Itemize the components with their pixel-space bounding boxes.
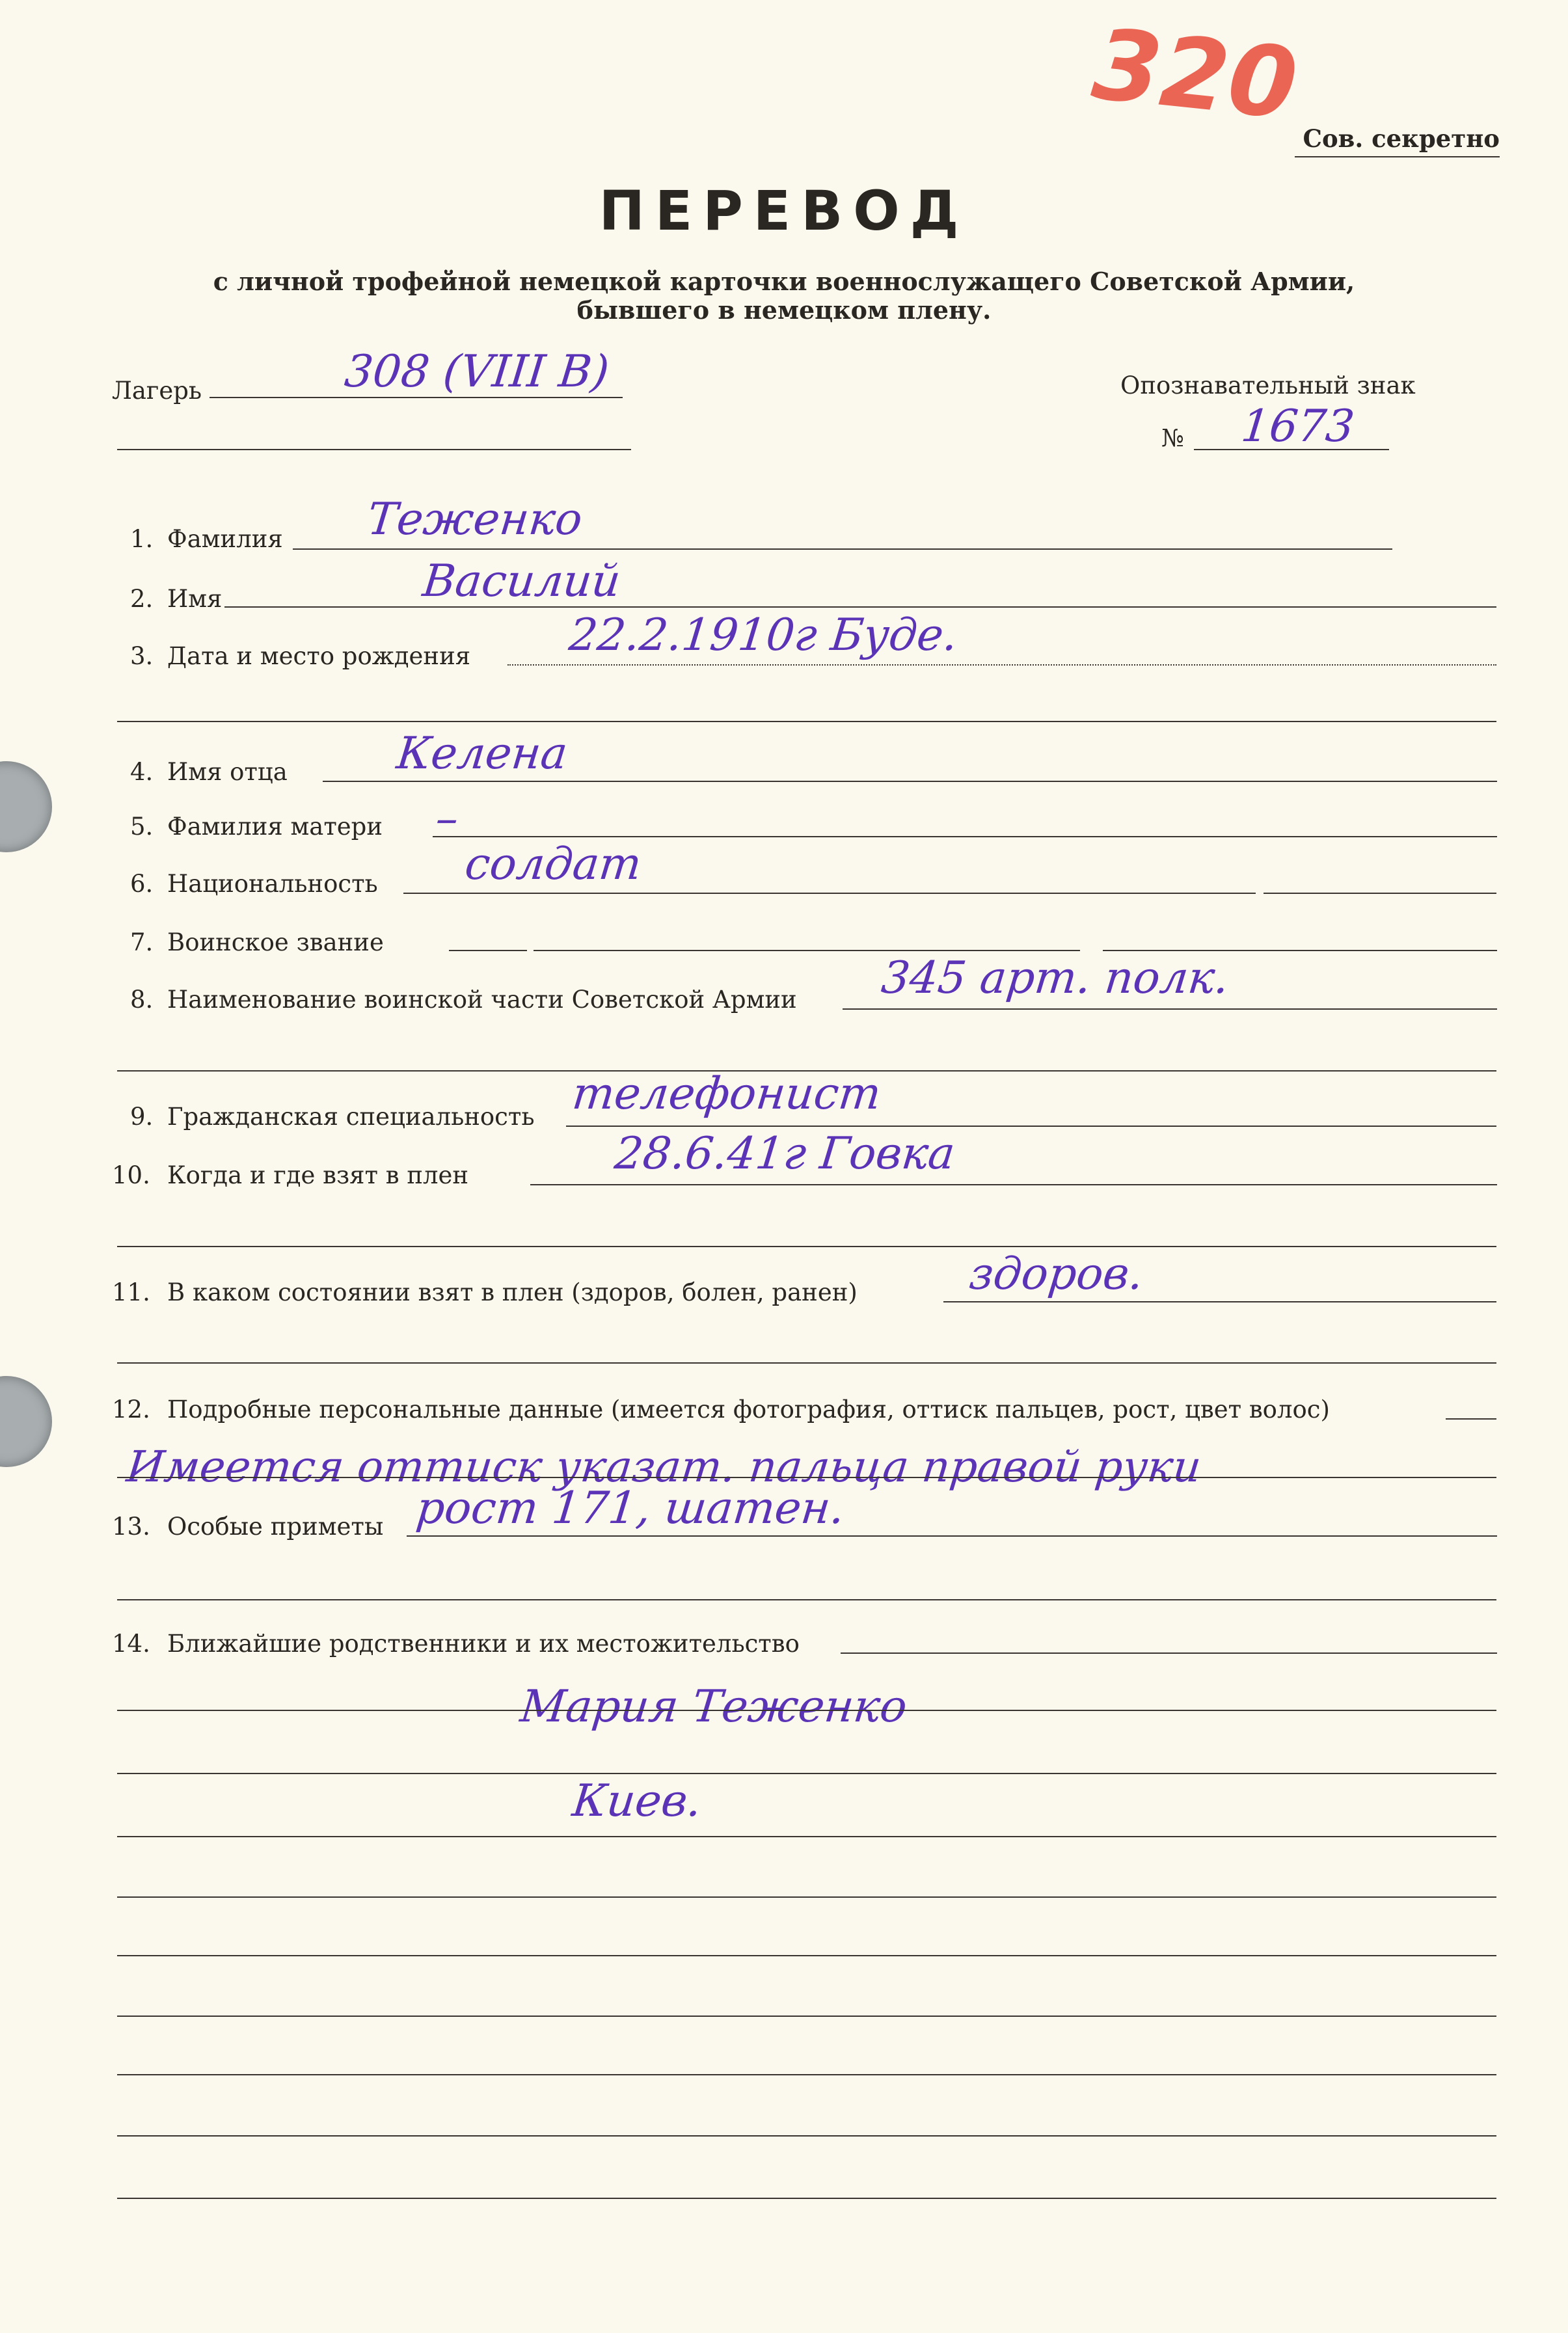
field-2-line xyxy=(224,606,1496,608)
field-7-line-b xyxy=(534,950,1080,951)
field-4-line xyxy=(323,781,1497,782)
field-1-line xyxy=(293,548,1392,550)
field-6-line xyxy=(403,893,1256,894)
field-8-label: Наименование воинской части Советской Армии xyxy=(167,986,797,1014)
field-3-second-line xyxy=(117,721,1496,722)
field-2-value: Василий xyxy=(420,556,623,607)
field-13-line xyxy=(407,1535,1497,1537)
field-1-label: Фамилия xyxy=(167,525,283,553)
field-10-label: Когда и где взят в плен xyxy=(167,1161,469,1189)
field-2-label: Имя xyxy=(167,585,223,613)
field-12-line xyxy=(1446,1418,1496,1420)
document-title: ПЕРЕВОД xyxy=(599,179,969,243)
subtitle-line-2: бывшего в немецком плену. xyxy=(576,295,992,325)
relatives-city: Киев. xyxy=(569,1775,705,1827)
field-9-number: 9. xyxy=(130,1103,154,1131)
field-11-second-line xyxy=(117,1362,1496,1364)
relatives-line-5 xyxy=(117,1955,1496,1956)
field-5-line xyxy=(433,836,1497,837)
field-13-label: Особые приметы xyxy=(167,1513,384,1541)
camp-value: 308 (VIII B) xyxy=(342,346,612,398)
field-1-value: Теженко xyxy=(364,494,585,545)
field-14-label: Ближайшие родственники и их местожительство xyxy=(167,1630,800,1658)
relatives-name: Мария Теженко xyxy=(517,1681,910,1733)
subtitle-line-1: с личной трофейной немецкой карточки военнослужащего Советской Армии, xyxy=(213,267,1355,296)
field-7-line-a xyxy=(449,950,527,951)
field-13-value: рост 171, шатен. xyxy=(413,1483,847,1534)
field-9-value: телефонист xyxy=(569,1068,884,1120)
field-5-label: Фамилия матери xyxy=(167,813,383,841)
relatives-line-9 xyxy=(117,2198,1496,2199)
field-6-label: Национальность xyxy=(167,870,378,898)
field-2-number: 2. xyxy=(130,585,154,613)
field-9-line xyxy=(566,1126,1496,1127)
archive-number-stamp: 320 xyxy=(1087,8,1303,142)
field-5-value: – xyxy=(433,793,461,844)
field-7-line-c xyxy=(1103,950,1497,951)
field-10-second-line xyxy=(117,1246,1496,1247)
field-4-label: Имя отца xyxy=(167,758,288,786)
field-4-number: 4. xyxy=(130,758,154,786)
field-12-number: 12. xyxy=(112,1396,150,1423)
field-12-second-line xyxy=(117,1477,1496,1478)
camp-second-line xyxy=(117,449,631,450)
relatives-line-3 xyxy=(117,1836,1496,1837)
field-14-number: 14. xyxy=(112,1630,150,1658)
field-13-number: 13. xyxy=(112,1513,150,1541)
field-11-number: 11. xyxy=(112,1278,150,1306)
field-12-label: Подробные персональные данные (имеется фотография, оттиск пальцев, рост, цвет волос) xyxy=(167,1396,1330,1423)
field-7-label: Воинское звание xyxy=(167,928,384,956)
relatives-line-8 xyxy=(117,2135,1496,2137)
field-3-line xyxy=(507,664,1496,666)
relatives-line-1 xyxy=(117,1710,1496,1711)
classification-underline xyxy=(1295,156,1500,157)
field-7-number: 7. xyxy=(130,928,154,956)
id-mark-label: Опознавательный знак xyxy=(1120,371,1416,399)
field-11-label: В каком состоянии взят в плен (здоров, болен, ранен) xyxy=(167,1278,858,1306)
field-13-second-line xyxy=(117,1599,1496,1600)
classification-label: Сов. секретно xyxy=(1303,124,1500,153)
field-8-line xyxy=(843,1008,1497,1010)
field-3-number: 3. xyxy=(130,642,154,670)
field-6-line-end xyxy=(1264,893,1496,894)
field-6-value: солдат xyxy=(462,839,644,890)
field-1-number: 1. xyxy=(130,525,154,553)
field-8-value: 345 арт. полк. xyxy=(878,952,1232,1004)
field-3-value: 22.2.1910г Буде. xyxy=(566,610,960,661)
id-number-value: 1673 xyxy=(1238,401,1357,452)
relatives-line-7 xyxy=(117,2074,1496,2075)
field-11-value: здоров. xyxy=(966,1248,1146,1300)
relatives-line-2 xyxy=(117,1773,1496,1774)
field-10-number: 10. xyxy=(112,1161,150,1189)
field-8-number: 8. xyxy=(130,986,154,1014)
field-5-number: 5. xyxy=(130,813,154,841)
relatives-line-6 xyxy=(117,2016,1496,2017)
relatives-line-4 xyxy=(117,1896,1496,1898)
field-3-label: Дата и место рождения xyxy=(167,642,471,670)
field-9-label: Гражданская специальность xyxy=(167,1103,535,1131)
field-14-line xyxy=(841,1652,1497,1654)
field-6-number: 6. xyxy=(130,870,154,898)
camp-label: Лагерь xyxy=(112,377,202,405)
punch-hole-bottom xyxy=(0,1376,52,1467)
field-12-value: Имеется оттиск указат. пальца правой руки xyxy=(124,1442,1204,1492)
field-10-value: 28.6.41г Говка xyxy=(612,1128,958,1180)
punch-hole-top xyxy=(0,761,52,852)
id-number-sign: № xyxy=(1161,424,1185,452)
field-4-value: Келена xyxy=(394,728,570,779)
field-11-line xyxy=(943,1301,1496,1302)
field-10-line xyxy=(530,1184,1497,1185)
